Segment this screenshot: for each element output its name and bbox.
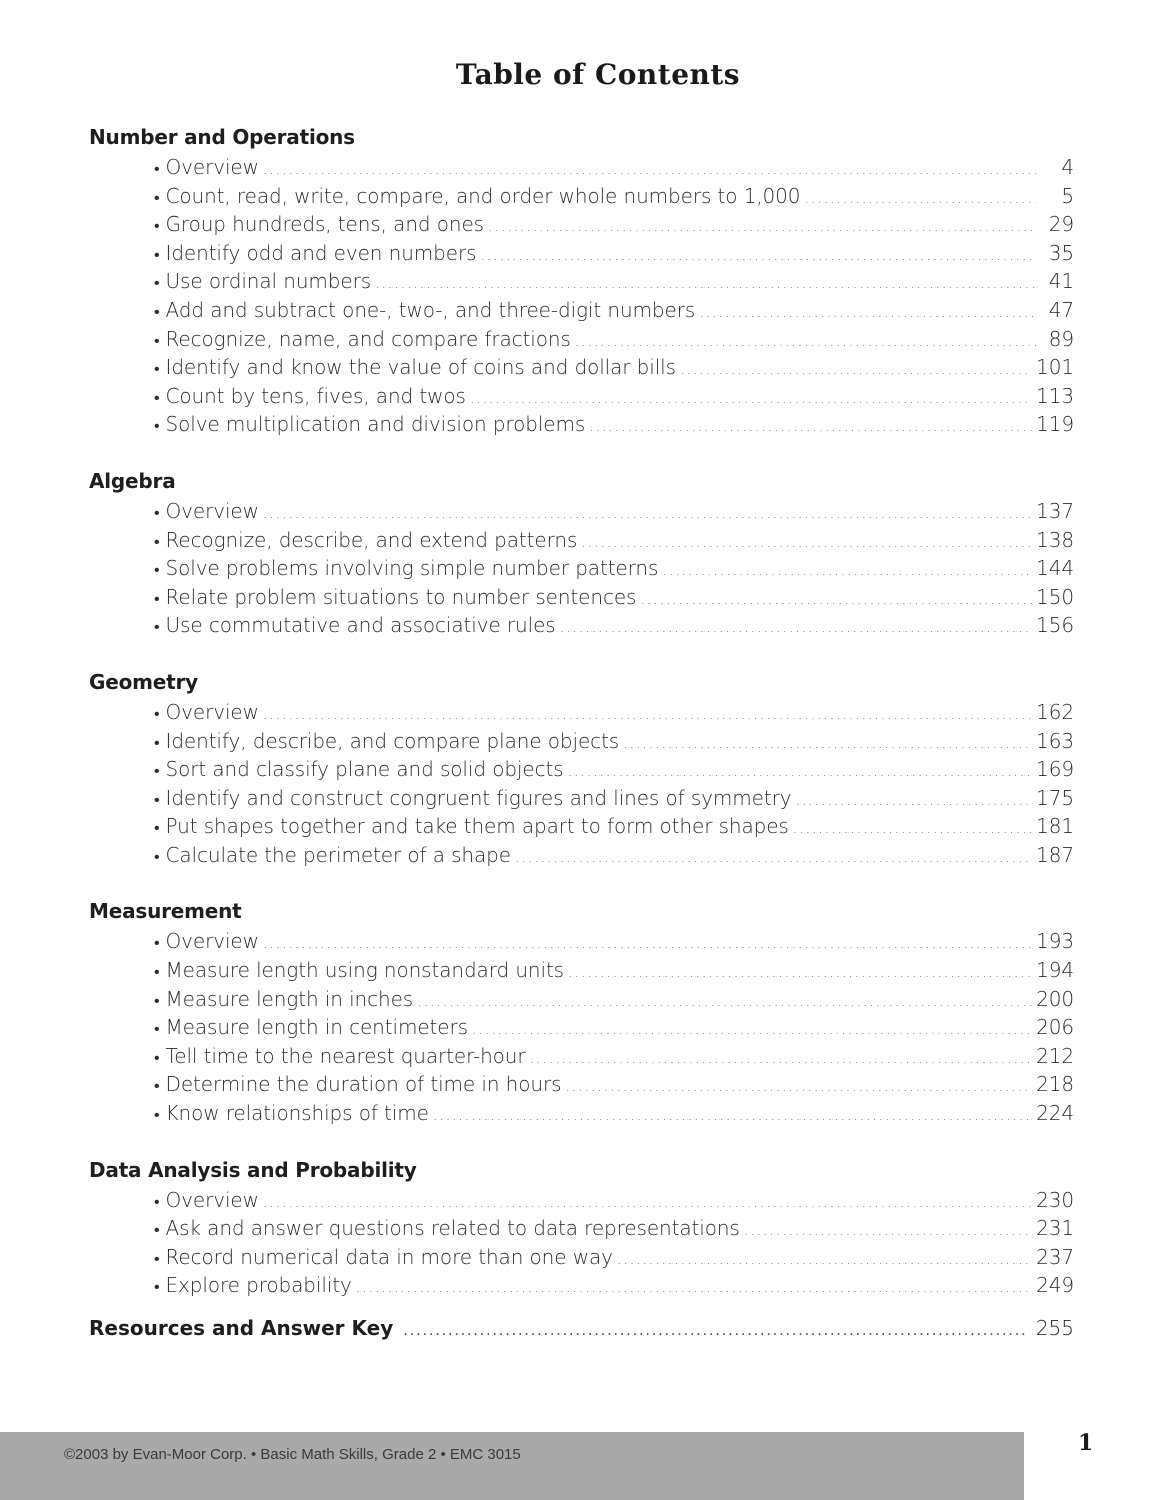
toc-section bbox=[89, 1155, 1074, 1300]
toc-entry[interactable] bbox=[154, 353, 1074, 382]
toc-entry-page: 169 bbox=[1036, 757, 1074, 782]
leader-dots bbox=[662, 556, 1032, 585]
section-heading: Algebra bbox=[89, 468, 176, 493]
bullet-icon: • bbox=[154, 359, 160, 379]
toc-entry[interactable] bbox=[154, 210, 1074, 239]
toc-entry-label: Add and subtract one-, two-, and three-digit numbers bbox=[165, 297, 696, 322]
entry-list bbox=[89, 927, 1074, 1127]
leader-dots bbox=[680, 355, 1032, 384]
leader-dots bbox=[623, 729, 1032, 758]
bullet-icon: • bbox=[154, 1248, 160, 1268]
toc-entry-label: Calculate the perimeter of a shape bbox=[165, 842, 511, 867]
toc-entry-page: 230 bbox=[1036, 1187, 1074, 1212]
toc-entry-label: Use commutative and associative rules bbox=[165, 613, 556, 638]
leader-dots bbox=[568, 757, 1033, 786]
bullet-icon: • bbox=[154, 531, 160, 551]
bullet-icon: • bbox=[154, 789, 160, 809]
table-of-contents bbox=[89, 122, 1074, 1327]
toc-entry-label: Relate problem situations to number sentences bbox=[165, 584, 637, 609]
section-heading: Number and Operations bbox=[89, 125, 355, 149]
leader-dots bbox=[744, 1216, 1032, 1245]
footer-band bbox=[0, 1432, 1024, 1500]
toc-entry-label: Measure length using nonstandard units bbox=[165, 958, 565, 983]
toc-entry-page: 4 bbox=[1061, 155, 1074, 179]
leader-dots bbox=[356, 1273, 1032, 1302]
toc-entry-page: 41 bbox=[1048, 269, 1074, 294]
toc-entry-label: Measure length in inches bbox=[165, 986, 414, 1011]
bullet-icon: • bbox=[154, 560, 160, 580]
toc-entry-label: Identify odd and even numbers bbox=[165, 240, 477, 265]
leader-dots bbox=[263, 700, 1032, 729]
toc-entry-page: 194 bbox=[1036, 958, 1074, 983]
toc-entry-page: 181 bbox=[1036, 814, 1074, 839]
bullet-icon: • bbox=[154, 818, 160, 838]
toc-entry[interactable] bbox=[154, 410, 1074, 439]
leader-dots bbox=[263, 929, 1032, 958]
entry-list bbox=[89, 497, 1074, 640]
toc-entry-page: 119 bbox=[1036, 412, 1074, 437]
leader-dots bbox=[581, 528, 1032, 557]
toc-entry-page: 137 bbox=[1036, 498, 1074, 523]
leader-dots bbox=[263, 1188, 1032, 1217]
toc-entry-page: 231 bbox=[1036, 1216, 1074, 1241]
toc-entry-page: 218 bbox=[1036, 1072, 1074, 1097]
bullet-icon: • bbox=[154, 416, 160, 436]
toc-entry-page: 162 bbox=[1036, 699, 1074, 724]
bullet-icon: • bbox=[154, 588, 160, 608]
bullet-icon: • bbox=[154, 1191, 160, 1211]
toc-entry-label: Explore probability bbox=[165, 1273, 352, 1298]
toc-entry[interactable] bbox=[154, 812, 1074, 841]
leader-dots bbox=[433, 1101, 1032, 1130]
toc-entry[interactable] bbox=[154, 1013, 1074, 1042]
leader-dots bbox=[263, 499, 1032, 528]
toc-entry[interactable] bbox=[154, 267, 1074, 296]
toc-entry-label: Overview bbox=[165, 929, 259, 954]
bullet-icon: • bbox=[154, 1277, 160, 1297]
toc-entry-label: Count, read, write, compare, and order whole numbers to 1,000 bbox=[165, 183, 801, 208]
toc-entry-page: 138 bbox=[1036, 527, 1074, 552]
bullet-icon: • bbox=[154, 301, 160, 321]
leader-dots bbox=[263, 155, 1036, 184]
leader-dots bbox=[403, 1321, 1028, 1339]
toc-entry[interactable] bbox=[154, 497, 1074, 526]
toc-entry[interactable] bbox=[154, 583, 1074, 612]
bullet-icon: • bbox=[154, 933, 160, 953]
bullet-icon: • bbox=[154, 502, 160, 522]
bullet-icon: • bbox=[154, 703, 160, 723]
toc-entry-page: 113 bbox=[1036, 383, 1074, 408]
leader-dots bbox=[617, 1245, 1032, 1274]
toc-entry-page: 224 bbox=[1036, 1101, 1074, 1126]
toc-entry-label: Identify and know the value of coins and dollar bills bbox=[165, 355, 676, 380]
leader-dots bbox=[795, 786, 1032, 815]
bullet-icon: • bbox=[154, 1047, 160, 1067]
toc-entry[interactable] bbox=[154, 1099, 1074, 1128]
leader-dots bbox=[375, 269, 1036, 298]
toc-entry[interactable] bbox=[154, 182, 1074, 211]
toc-entry[interactable] bbox=[154, 1271, 1074, 1300]
toc-entry[interactable] bbox=[154, 382, 1074, 411]
toc-entry-label: Solve multiplication and division problems bbox=[165, 412, 586, 437]
bullet-icon: • bbox=[154, 732, 160, 752]
leader-dots bbox=[589, 412, 1032, 441]
toc-entry-label: Sort and classify plane and solid objects bbox=[165, 757, 564, 782]
section-heading: Data Analysis and Probability bbox=[89, 1157, 417, 1182]
leader-dots bbox=[472, 1015, 1032, 1044]
toc-entry-label: Put shapes together and take them apart to form other shapes bbox=[165, 814, 789, 839]
toc-entry-page: 200 bbox=[1036, 986, 1074, 1011]
toc-entry-label: Overview bbox=[165, 1187, 259, 1212]
toc-entry[interactable] bbox=[154, 325, 1074, 354]
leader-dots bbox=[488, 212, 1036, 241]
toc-entry[interactable] bbox=[154, 698, 1074, 727]
toc-entry-page: 156 bbox=[1036, 613, 1074, 638]
toc-entry-label: Ask and answer questions related to data representations bbox=[165, 1216, 740, 1241]
toc-entry-label: Solve problems involving simple number patterns bbox=[165, 556, 659, 581]
leader-dots bbox=[793, 814, 1032, 843]
toc-entry-page: 5 bbox=[1061, 183, 1074, 208]
toc-entry[interactable] bbox=[154, 755, 1074, 784]
toc-section bbox=[89, 466, 1074, 640]
bullet-icon: • bbox=[154, 216, 160, 236]
toc-entry-label: Overview bbox=[165, 699, 259, 724]
toc-entry-resources-and-answer-key[interactable] bbox=[89, 1316, 1074, 1340]
bullet-icon: • bbox=[154, 1019, 160, 1039]
toc-entry[interactable] bbox=[154, 985, 1074, 1014]
bullet-icon: • bbox=[154, 846, 160, 866]
entry-list bbox=[89, 698, 1074, 870]
footer-copyright: ©2003 by Evan-Moor Corp. • Basic Math Skills, Grade 2 • EMC 3015 bbox=[64, 1446, 521, 1463]
toc-entry[interactable] bbox=[154, 1186, 1074, 1215]
toc-entry[interactable] bbox=[154, 526, 1074, 555]
toc-entry-page: 35 bbox=[1048, 240, 1074, 265]
toc-entry-label: Overview bbox=[165, 155, 259, 179]
toc-entry-page: 175 bbox=[1036, 785, 1074, 810]
section-heading: Measurement bbox=[89, 899, 242, 924]
leader-dots bbox=[804, 184, 1036, 213]
bullet-icon: • bbox=[154, 330, 160, 350]
toc-entry[interactable] bbox=[154, 1243, 1074, 1272]
leader-dots bbox=[560, 613, 1033, 642]
toc-entry-label: Count by tens, fives, and twos bbox=[165, 383, 466, 408]
toc-entry-label: Know relationships of time bbox=[165, 1101, 429, 1126]
toc-entry-page: 237 bbox=[1036, 1244, 1074, 1269]
toc-entry-label: Record numerical data in more than one way bbox=[165, 1244, 613, 1269]
page-title: Table of Contents bbox=[455, 58, 741, 91]
leader-dots bbox=[575, 327, 1036, 356]
toc-section bbox=[89, 896, 1074, 1127]
toc-entry-label: Recognize, name, and compare fractions bbox=[165, 326, 571, 351]
bullet-icon: • bbox=[154, 617, 160, 637]
toc-entry-label: Resources and Answer Key bbox=[89, 1316, 394, 1340]
toc-entry[interactable] bbox=[154, 927, 1074, 956]
toc-entry-page: 206 bbox=[1036, 1015, 1074, 1040]
toc-entry-label: Tell time to the nearest quarter-hour bbox=[165, 1043, 526, 1068]
toc-entry[interactable] bbox=[154, 841, 1074, 870]
toc-entry-label: Use ordinal numbers bbox=[165, 269, 372, 294]
bullet-icon: • bbox=[154, 1076, 160, 1096]
bullet-icon: • bbox=[154, 761, 160, 781]
bullet-icon: • bbox=[154, 1220, 160, 1240]
toc-entry[interactable] bbox=[154, 956, 1074, 985]
leader-dots bbox=[640, 585, 1032, 614]
leader-dots bbox=[480, 241, 1036, 270]
bullet-icon: • bbox=[154, 273, 160, 293]
toc-entry-page: 255 bbox=[1035, 1316, 1074, 1340]
toc-entry-page: 249 bbox=[1036, 1273, 1074, 1298]
toc-entry-label: Identify, describe, and compare plane objects bbox=[165, 728, 620, 753]
bullet-icon: • bbox=[154, 244, 160, 264]
bullet-icon: • bbox=[154, 387, 160, 407]
bullet-icon: • bbox=[154, 159, 160, 178]
leader-dots bbox=[568, 958, 1032, 987]
toc-entry-label: Overview bbox=[165, 498, 259, 523]
toc-entry-page: 187 bbox=[1036, 842, 1074, 867]
leader-dots bbox=[515, 843, 1032, 872]
toc-entry-page: 212 bbox=[1036, 1043, 1074, 1068]
bullet-icon: • bbox=[154, 187, 160, 207]
bullet-icon: • bbox=[154, 962, 160, 982]
leader-dots bbox=[417, 987, 1032, 1016]
toc-entry-label: Identify and construct congruent figures and lines of symmetry bbox=[165, 785, 792, 810]
bullet-icon: • bbox=[154, 990, 160, 1010]
toc-entry[interactable] bbox=[154, 296, 1074, 325]
entry-list bbox=[89, 153, 1074, 439]
toc-entry-page: 144 bbox=[1036, 556, 1074, 581]
leader-dots bbox=[529, 1044, 1032, 1073]
bullet-icon: • bbox=[154, 1105, 160, 1125]
toc-section bbox=[89, 667, 1074, 870]
entry-list bbox=[89, 1186, 1074, 1300]
leader-dots bbox=[699, 298, 1036, 327]
toc-entry-label: Recognize, describe, and extend patterns bbox=[165, 527, 578, 552]
leader-dots bbox=[470, 384, 1032, 413]
toc-entry-page: 101 bbox=[1036, 355, 1074, 380]
page-number: 1 bbox=[1078, 1430, 1094, 1456]
toc-entry[interactable] bbox=[154, 239, 1074, 268]
toc-entry[interactable] bbox=[154, 784, 1074, 813]
toc-entry-page: 163 bbox=[1036, 728, 1074, 753]
toc-entry-label: Group hundreds, tens, and ones bbox=[165, 212, 484, 237]
toc-entry[interactable] bbox=[154, 611, 1074, 640]
toc-entry-page: 29 bbox=[1048, 212, 1074, 237]
toc-entry[interactable] bbox=[154, 1214, 1074, 1243]
toc-entry-page: 150 bbox=[1036, 584, 1074, 609]
toc-entry[interactable] bbox=[154, 1070, 1074, 1099]
section-heading: Geometry bbox=[89, 669, 198, 694]
toc-entry-page: 89 bbox=[1048, 326, 1074, 351]
toc-entry[interactable] bbox=[154, 727, 1074, 756]
toc-entry-label: Determine the duration of time in hours bbox=[165, 1072, 562, 1097]
leader-dots bbox=[565, 1072, 1032, 1101]
toc-entry-page: 47 bbox=[1048, 297, 1074, 322]
toc-section bbox=[89, 122, 1074, 439]
toc-entry-page: 193 bbox=[1036, 929, 1074, 954]
toc-entry[interactable] bbox=[154, 1042, 1074, 1071]
toc-entry-label: Measure length in centimeters bbox=[165, 1015, 468, 1040]
toc-entry[interactable] bbox=[154, 153, 1074, 182]
toc-entry[interactable] bbox=[154, 554, 1074, 583]
